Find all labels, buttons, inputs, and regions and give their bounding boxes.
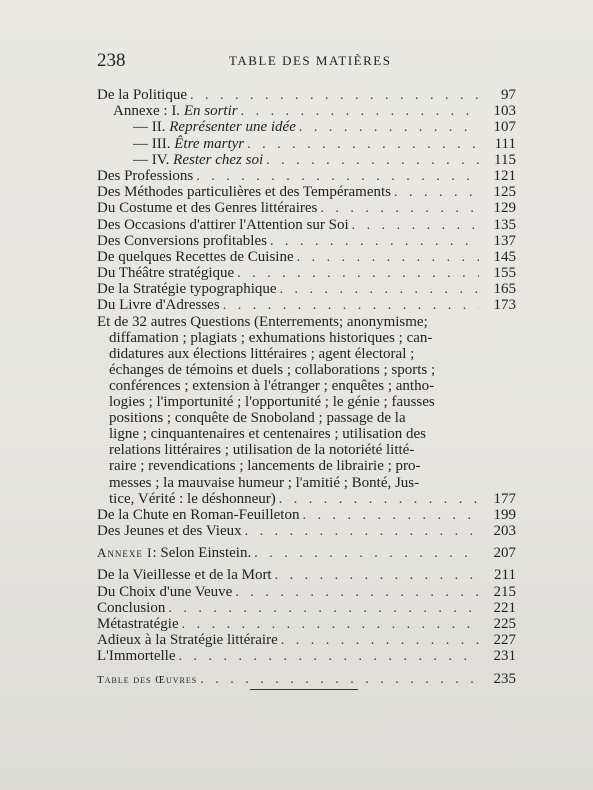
dot-leader [279, 492, 479, 508]
dot-leader [235, 585, 479, 601]
toc-entry [97, 616, 516, 632]
toc-entry-page: 155 [493, 265, 516, 282]
toc-annexe-einstein [97, 545, 516, 561]
dot-leader [281, 633, 479, 649]
toc-entry-label: Conclusion [97, 599, 166, 616]
dot-leader [168, 601, 479, 617]
annexe-prefix: Annexe : I. [113, 103, 181, 120]
questions-line: messes ; la mauvaise humeur ; l'amitié ; Bonté, Jus- [109, 474, 420, 491]
dot-leader [266, 153, 479, 169]
questions-last-row [97, 491, 516, 507]
questions-line: échanges de témoins et duels ; collaborations ; sports ; [109, 361, 436, 378]
toc-entry [97, 523, 516, 539]
dot-leader [275, 568, 479, 584]
dot-leader [241, 104, 479, 120]
toc-entry-page: 135 [493, 216, 516, 233]
toc-entry [97, 507, 516, 523]
dot-leader [237, 266, 479, 282]
toc-entry [97, 168, 516, 184]
toc-entry-label: Des Conversions profitables [97, 232, 267, 249]
questions-last-line: tice, Vérité : le déshonneur) [109, 490, 276, 507]
toc-entry-label: L'Immortelle [97, 648, 176, 665]
toc-entry-page: 165 [493, 281, 516, 298]
toc-entry [97, 200, 516, 216]
dot-leader [352, 218, 479, 234]
annexe-title: En sortir [183, 103, 238, 120]
dot-leader [302, 508, 479, 524]
dot-leader [254, 546, 479, 562]
toc-annexe-entry [97, 152, 516, 168]
dot-leader [200, 672, 479, 688]
toc-entry-page: 177 [493, 490, 516, 507]
toc-entry-page: 203 [493, 523, 516, 540]
toc-entry-label: De la Chute en Roman-Feuilleton [97, 506, 300, 523]
annexe-prefix: Annexe I [97, 545, 153, 561]
toc-entry-label: Du Costume et des Genres littéraires [97, 200, 318, 217]
toc-entry-label: De la Vieillesse et de la Mort [97, 567, 272, 584]
dot-leader [299, 120, 479, 136]
toc-entry [97, 265, 516, 281]
toc-entry [97, 233, 516, 249]
annexe-prefix: — II. [133, 119, 166, 136]
dot-leader [190, 88, 479, 104]
dot-leader [394, 185, 479, 201]
toc-questions-entry [97, 314, 516, 507]
dot-leader [270, 234, 479, 250]
toc-entry [97, 87, 516, 103]
toc-entry-page: 115 [494, 151, 516, 168]
toc-entry-label: : Selon Einstein. [152, 545, 252, 562]
toc-entry [97, 632, 516, 648]
toc-oeuvres-entry [97, 671, 516, 687]
questions-line: raire ; revendications ; lancements de librairie ; pro- [109, 458, 421, 475]
toc-entry-page: 227 [493, 632, 516, 649]
questions-line: didatures aux élections littéraires ; agent électoral ; [109, 345, 415, 362]
toc-entry-label: De quelques Recettes de Cuisine [97, 248, 294, 265]
questions-line: conférences ; extension à l'étranger ; enquêtes ; antho- [109, 378, 435, 394]
questions-line: logies ; l'importunité ; l'opportunité ; le génie ; fausses [109, 394, 435, 411]
toc-entry-page: 207 [493, 545, 516, 562]
toc-annexe-entry [97, 119, 516, 135]
toc-entry-page: 231 [493, 648, 516, 665]
dot-leader [179, 649, 479, 665]
toc-entry-label: Des Jeunes et des Vieux [97, 523, 242, 540]
toc-entry-page: 221 [493, 599, 516, 616]
toc-entry-page: 211 [494, 567, 516, 584]
toc-entry-page: 145 [493, 248, 516, 265]
toc-entry-page: 97 [501, 87, 516, 103]
toc-entry-label: Du Théâtre stratégique [97, 265, 235, 282]
dot-leader [247, 137, 479, 153]
toc-entry [97, 567, 516, 583]
dot-leader [245, 524, 479, 540]
toc-entry [97, 648, 516, 664]
toc-entry-page: 111 [494, 135, 516, 152]
toc-entry-page: 129 [493, 200, 516, 217]
dot-leader [182, 617, 479, 633]
toc-entry [97, 184, 516, 200]
dot-leader [223, 298, 479, 314]
closing-rule [250, 689, 358, 690]
annexe-title: Être martyr [174, 135, 245, 152]
toc-entry-label: Métastratégie [97, 615, 179, 632]
questions-line: ligne ; cinquantenaires et centenaires ; utilisation des [109, 426, 426, 443]
toc-entry [97, 297, 516, 313]
dot-leader [320, 201, 479, 217]
questions-line: relations littéraires ; utilisation de la notoriété litté- [109, 442, 415, 459]
page-header [97, 50, 517, 74]
running-title: TABLE DES MATIÈRES [229, 53, 392, 68]
toc-entry-page: 107 [493, 119, 516, 136]
questions-line: diffamation ; plagiats ; exhumations historiques ; can- [109, 329, 433, 346]
toc-entry [97, 584, 516, 600]
toc-entry-page: 121 [493, 167, 516, 184]
toc-entry [97, 600, 516, 616]
questions-line: positions ; conquête de Snoboland ; passage de la [109, 410, 406, 427]
page-number: 238 [97, 50, 126, 71]
toc-entry-label: De la Politique [97, 87, 187, 103]
toc-entry-page: 103 [493, 103, 516, 120]
questions-first-line: Et de 32 autres Questions (Enterrements; anonymisme; [97, 313, 428, 330]
toc-entry-page: 173 [493, 297, 516, 314]
toc-entry-label: Des Occasions d'attirer l'Attention sur Soi [97, 216, 349, 233]
toc-entry-label: Du Livre d'Adresses [97, 297, 220, 314]
annexe-title: Rester chez soi [173, 151, 264, 168]
annexe-title: Représenter une idée [169, 119, 296, 136]
annexe-prefix: — IV. [133, 151, 170, 168]
toc-entry-label: Des Méthodes particulières et des Tempéraments [97, 184, 391, 201]
toc-annexe-entry [97, 103, 516, 119]
toc-entry-label: Adieux à la Stratégie littéraire [97, 632, 278, 649]
toc-entry [97, 217, 516, 233]
toc-entry-label: Table des Œuvres [97, 673, 198, 686]
toc-annexe-entry [97, 136, 516, 152]
dot-leader [196, 169, 479, 185]
dot-leader [297, 250, 479, 266]
toc-entry-label: Des Professions [97, 167, 194, 184]
toc-entry-page: 199 [493, 506, 516, 523]
toc-entry-page: 235 [493, 670, 516, 687]
table-of-contents [97, 87, 516, 687]
toc-entry-page: 125 [493, 184, 516, 201]
annexe-prefix: — III. [133, 135, 171, 152]
toc-entry [97, 249, 516, 265]
toc-entry [97, 281, 516, 297]
dot-leader [280, 282, 479, 298]
toc-entry-page: 225 [493, 615, 516, 632]
toc-entry-label: De la Stratégie typographique [97, 281, 277, 298]
toc-entry-page: 137 [493, 232, 516, 249]
toc-entry-label: Du Choix d'une Veuve [97, 583, 233, 600]
toc-entry-page: 215 [493, 583, 516, 600]
